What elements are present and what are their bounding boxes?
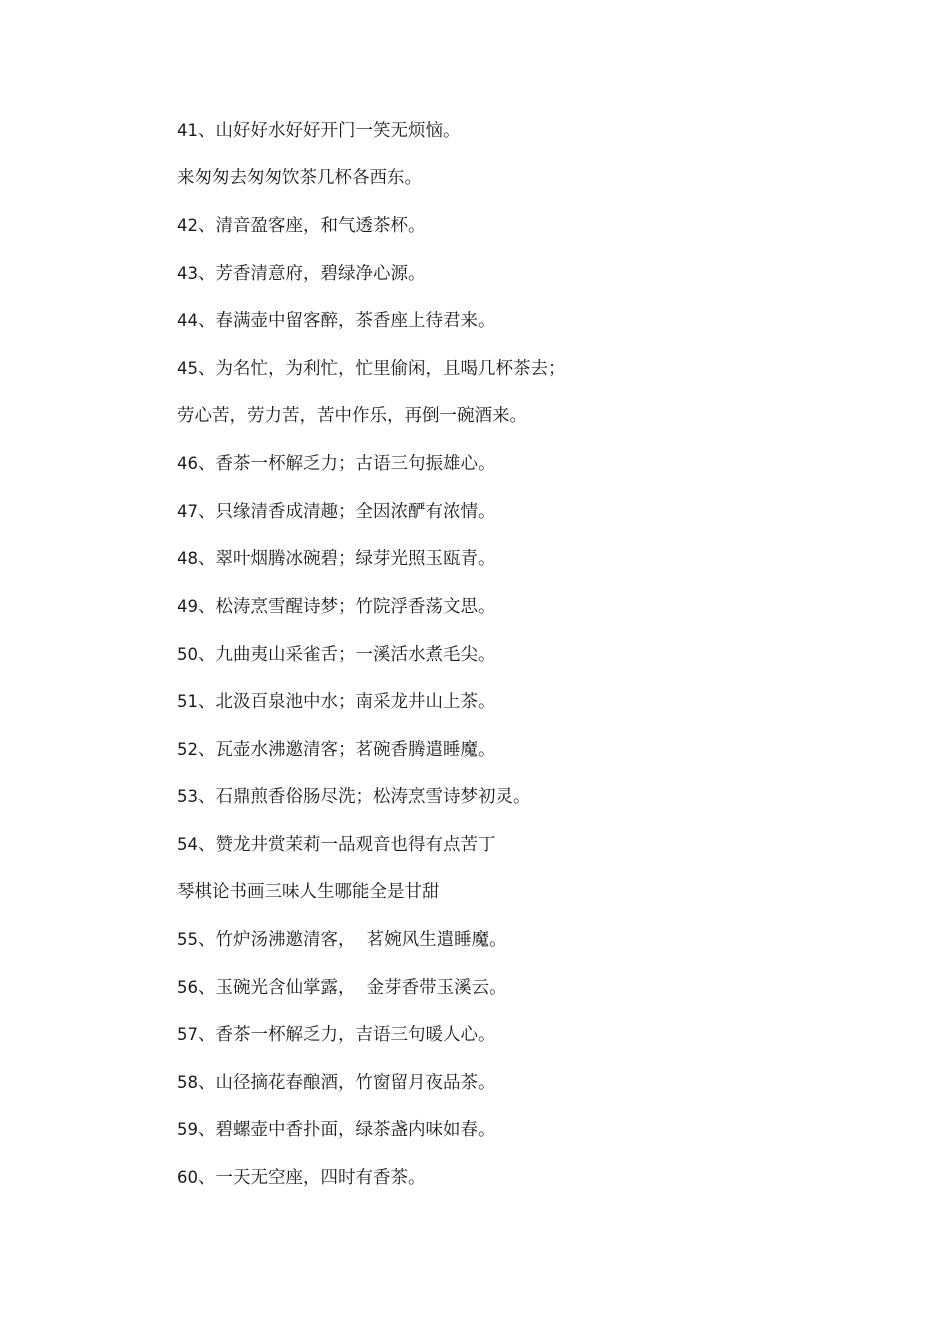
line-number: 44 (177, 311, 198, 331)
text-line (177, 119, 877, 142)
line-number: 57 (177, 1025, 198, 1045)
text-line (177, 500, 877, 523)
line-number: 48 (177, 549, 198, 569)
line-text: 、清音盈客座，和气透茶杯。 (198, 216, 426, 237)
line-number: 45 (177, 358, 198, 378)
line-text: 、只缘清香成清趣；全因浓酽有浓情。 (198, 501, 496, 522)
text-line (177, 167, 877, 190)
line-number: 51 (177, 692, 198, 712)
text-line (177, 833, 877, 856)
line-text: 、碧螺壶中香扑面，绿茶盏内味如春。 (198, 1120, 496, 1141)
text-line (177, 595, 877, 618)
text-line (177, 881, 877, 904)
line-text: 、山好好水好好开门一笑无烦恼。 (198, 121, 461, 141)
text-line (177, 785, 877, 808)
text-line (177, 1166, 877, 1189)
line-number: 43 (177, 263, 198, 283)
text-line (177, 452, 877, 475)
text-line (177, 976, 877, 999)
line-text: 、为名忙，为利忙，忙里偷闲，且喝几杯茶去； (198, 358, 566, 379)
text-line (177, 643, 877, 666)
line-text: 、九曲夷山采雀舌；一溪活水煮毛尖。 (198, 644, 496, 665)
line-text: 、香茶一杯解乏力；古语三句振雄心。 (198, 454, 496, 475)
line-number: 46 (177, 454, 198, 474)
text-line (177, 214, 877, 237)
line-number: 50 (177, 644, 198, 664)
line-number: 59 (177, 1120, 198, 1140)
line-number: 53 (177, 787, 198, 807)
line-number: 42 (177, 216, 198, 236)
line-number: 47 (177, 501, 198, 521)
line-text: 、春满壶中留客醉，茶香座上待君来。 (198, 311, 496, 332)
line-text: 、瓦壶水沸邀清客；茗碗香腾遣睡魔。 (198, 739, 496, 760)
line-text: 、一天无空座，四时有香茶。 (198, 1168, 426, 1189)
couplet-list (177, 119, 877, 1214)
text-line (177, 1071, 877, 1094)
line-text: 、翠叶烟腾冰碗碧；绿芽光照玉瓯青。 (198, 549, 496, 570)
text-line (177, 405, 877, 428)
text-line (177, 1023, 877, 1046)
line-number: 54 (177, 834, 198, 854)
line-text: 、北汲百泉池中水；南采龙井山上茶。 (198, 692, 496, 713)
line-text: 、芳香清意府，碧绿净心源。 (198, 263, 426, 284)
line-number: 49 (177, 596, 198, 616)
line-text: 、石鼎煎香俗肠尽洗；松涛烹雪诗梦初灵。 (198, 787, 531, 808)
line-number: 41 (177, 121, 198, 140)
line-text: 、玉碗光含仙掌露， 金芽香带玉溪云。 (198, 977, 507, 998)
text-line (177, 262, 877, 285)
line-number: 58 (177, 1072, 198, 1092)
line-text: 、竹炉汤沸邀清客， 茗婉风生遣睡魔。 (198, 930, 507, 951)
text-line (177, 547, 877, 570)
line-number: 60 (177, 1168, 198, 1188)
line-text: 、山径摘花春酿酒，竹窗留月夜品茶。 (198, 1072, 496, 1093)
text-line (177, 1118, 877, 1141)
line-text: 琴棋论书画三味人生哪能全是甘甜 (177, 881, 440, 902)
text-line (177, 309, 877, 332)
text-line (177, 357, 877, 380)
line-number: 52 (177, 739, 198, 759)
line-text: 劳心苦，劳力苦，苦中作乐，再倒一碗酒来。 (177, 405, 527, 426)
text-line (177, 928, 877, 951)
line-text: 来匆匆去匆匆饮茶几杯各西东。 (177, 167, 422, 188)
line-text: 、松涛烹雪醒诗梦；竹院浮香荡文思。 (198, 596, 496, 617)
line-text: 、赞龙井赏茉莉一品观音也得有点苦丁 (198, 834, 496, 855)
line-text: 、香茶一杯解乏力，吉语三句暖人心。 (198, 1025, 496, 1046)
line-number: 56 (177, 977, 198, 997)
text-line (177, 738, 877, 761)
line-number: 55 (177, 930, 198, 950)
text-line (177, 690, 877, 713)
